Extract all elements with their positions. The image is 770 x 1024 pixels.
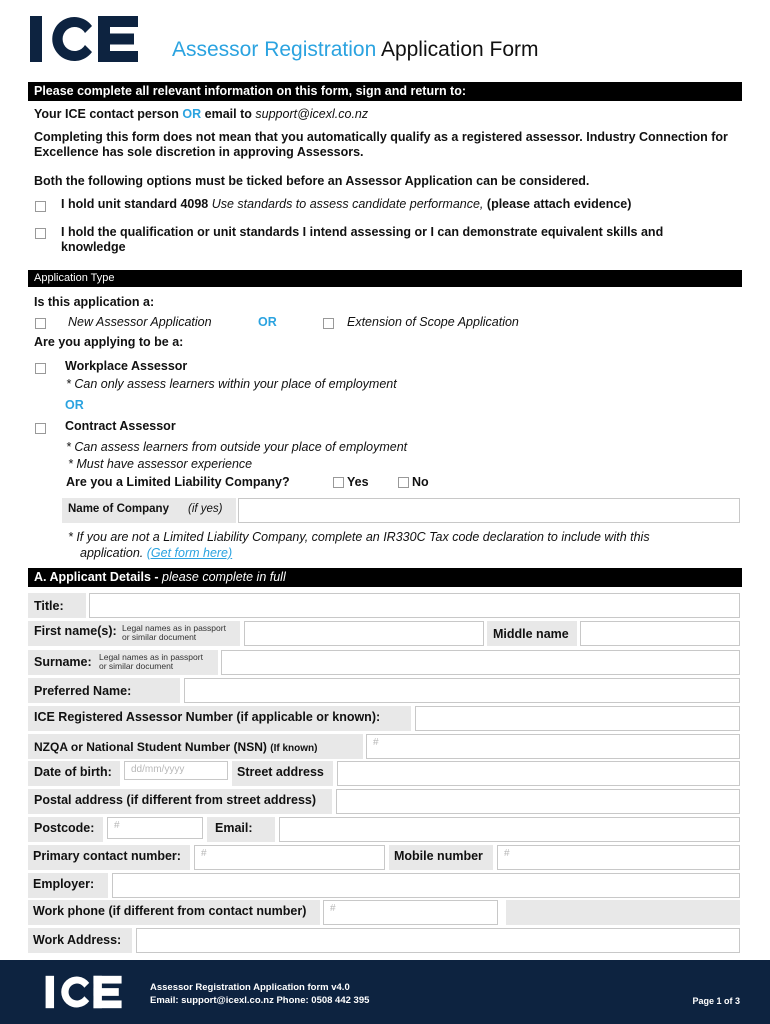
ir330-note: * If you are not a Limited Liability Company, complete an IR330C Tax code declaration to include with this — [68, 530, 650, 544]
disclaimer: Completing this form does not mean that you automatically qualify as a registered assessor. Industry Connection for Excellence has sole discretion in approving Assessors. — [34, 130, 728, 159]
option1-end: (please attach evidence) — [486, 197, 632, 211]
company-ifyes: (if yes) — [188, 503, 223, 515]
get-form-link[interactable]: (Get form here) — [146, 546, 233, 560]
email-label-box — [207, 817, 275, 842]
title-rest: Application Form — [380, 38, 539, 61]
contract-note-2: * Must have assessor experience — [68, 457, 253, 471]
ice-number-label-box — [28, 706, 411, 731]
option1-text — [61, 197, 631, 211]
first-name-legal-note — [122, 624, 226, 642]
qualification-checkbox[interactable] — [35, 228, 46, 239]
mobile-number-input[interactable]: # — [497, 845, 740, 870]
surname-legal-line2: or similar document — [99, 661, 174, 671]
new-assessor-checkbox[interactable] — [35, 318, 46, 329]
llc-question: Are you a Limited Liability Company? — [66, 475, 290, 489]
contract-assessor-checkbox[interactable] — [35, 423, 46, 434]
option2-text: I hold the qualification or unit standards I intend assessing or I can demonstrate equivalent skills and knowledge — [61, 225, 664, 254]
ice-number-label: ICE Registered Assessor Number (if applicable or known): — [34, 710, 381, 724]
both-options-text: Both the following options must be ticked before an Assessor Application can be considered. — [34, 174, 590, 188]
postcode-input[interactable]: # — [107, 817, 203, 839]
first-name-input[interactable] — [244, 621, 484, 646]
dob-input[interactable]: dd/mm/yyyy — [124, 761, 228, 780]
new-assessor-label: New Assessor Application — [68, 315, 212, 329]
assessor-or: OR — [65, 398, 84, 412]
company-name-input[interactable] — [238, 498, 740, 523]
ice-logo — [30, 12, 142, 66]
nsn-label — [34, 740, 317, 754]
extension-scope-checkbox[interactable] — [323, 318, 334, 329]
contact-line — [34, 107, 368, 121]
footer-form-version: Assessor Registration Application form v4.0 — [150, 982, 350, 993]
middle-name-label: Middle name — [493, 627, 569, 641]
title-highlight: Assessor Registration — [172, 38, 377, 61]
page-number: Page 1 of 3 — [692, 996, 740, 1006]
dob-label-box — [28, 761, 120, 786]
email-input[interactable] — [279, 817, 740, 842]
contact-person-text: Your ICE contact person — [34, 107, 179, 121]
middle-name-input[interactable] — [580, 621, 740, 646]
primary-contact-input[interactable]: # — [194, 845, 385, 870]
preferred-label-box — [28, 678, 180, 703]
postal-address-label: Postal address (if different from street address) — [34, 793, 317, 807]
contract-assessor-label: Contract Assessor — [65, 419, 176, 433]
applicant-details-bar — [28, 568, 742, 587]
mobile-label-box — [389, 845, 493, 870]
employer-input[interactable] — [112, 873, 740, 898]
legal-note-line1: Legal names as in passport — [122, 623, 226, 633]
middle-name-label-box — [487, 621, 577, 646]
postcode-label-box — [28, 817, 103, 842]
ir330-note-line2 — [80, 546, 232, 560]
primary-contact-label: Primary contact number: — [33, 849, 181, 863]
surname-legal-line1: Legal names as in passport — [99, 652, 203, 662]
footer-ice-logo — [44, 973, 126, 1011]
preferred-name-input[interactable] — [184, 678, 740, 703]
work-phone-filler — [506, 900, 740, 925]
work-address-label-box — [28, 928, 132, 953]
street-address-label: Street address — [237, 765, 324, 779]
postal-label-box — [28, 789, 332, 814]
option1-italic: Use standards to assess candidate performance, — [211, 197, 484, 211]
logo-text: ICE — [30, 12, 32, 13]
work-phone-label-box — [28, 900, 320, 925]
page-footer — [0, 960, 770, 1024]
ice-number-input[interactable] — [415, 706, 740, 731]
app-type-or: OR — [258, 315, 277, 329]
title-label-box — [28, 593, 86, 618]
preferred-name-label: Preferred Name: — [34, 684, 132, 698]
application-question: Is this application a: — [34, 295, 155, 309]
contact-or: OR — [182, 107, 202, 121]
extension-scope-label: Extension of Scope Application — [347, 315, 519, 329]
email-label: Email: — [215, 821, 253, 835]
email-to-text: email to — [204, 107, 252, 121]
title-label: Title: — [34, 599, 64, 613]
work-phone-label: Work phone (if different from contact number) — [33, 904, 307, 918]
street-label-box — [232, 761, 333, 786]
workplace-note: * Can only assess learners within your place of employment — [66, 377, 397, 391]
page-title — [172, 38, 539, 62]
nsn-input[interactable]: # — [366, 734, 740, 759]
company-label-box — [62, 498, 236, 523]
ir330-application-text: application. — [80, 546, 144, 560]
intro-bar: Please complete all relevant information on this form, sign and return to: — [28, 82, 742, 101]
llc-no-checkbox[interactable] — [398, 477, 409, 488]
employer-label: Employer: — [33, 877, 95, 891]
mobile-number-label: Mobile number — [394, 849, 483, 863]
surname-legal-note — [99, 653, 203, 671]
work-address-label: Work Address: — [33, 933, 122, 947]
surname-input[interactable] — [221, 650, 740, 675]
option1-bold: I hold unit standard 4098 — [61, 197, 209, 211]
street-address-input[interactable] — [337, 761, 740, 786]
dob-label: Date of birth: — [34, 765, 112, 779]
applying-question: Are you applying to be a: — [34, 335, 184, 349]
surname-label: Surname: — [34, 655, 92, 669]
employer-label-box — [28, 873, 108, 898]
work-address-input[interactable] — [136, 928, 740, 953]
contact-email: support@icexl.co.nz — [255, 107, 369, 121]
llc-yes-checkbox[interactable] — [333, 477, 344, 488]
title-input[interactable] — [89, 593, 740, 618]
first-name-label-box — [28, 621, 240, 646]
postcode-label: Postcode: — [34, 821, 95, 835]
workplace-assessor-checkbox[interactable] — [35, 363, 46, 374]
unit-standard-checkbox[interactable] — [35, 201, 46, 212]
legal-note-line2: or similar document — [122, 632, 197, 642]
footer-logo-text: ICE — [45, 973, 47, 974]
nsn-label-text: NZQA or National Student Number (NSN) — [34, 740, 267, 754]
primary-contact-label-box — [28, 845, 190, 870]
contract-note-1: * Can assess learners from outside your place of employment — [66, 440, 408, 454]
workplace-assessor-label: Workplace Assessor — [65, 359, 188, 373]
first-name-label: First name(s): — [34, 624, 117, 638]
nsn-label-box — [28, 734, 363, 759]
company-label: Name of Company — [68, 503, 169, 515]
postal-address-input[interactable] — [336, 789, 740, 814]
footer-contact: Email: support@icexl.co.nz Phone: 0508 442 395 — [150, 995, 370, 1006]
application-type-bar: Application Type — [28, 270, 742, 287]
footer-info — [150, 981, 369, 1007]
applicant-bar-bold: A. Applicant Details - — [34, 570, 159, 584]
llc-yes-label: Yes — [347, 475, 369, 489]
nsn-if-known: (If known) — [270, 743, 318, 754]
surname-label-box — [28, 650, 218, 675]
work-phone-input[interactable]: # — [323, 900, 498, 925]
llc-no-label: No — [412, 475, 429, 489]
applicant-bar-italic: please complete in full — [162, 570, 286, 584]
